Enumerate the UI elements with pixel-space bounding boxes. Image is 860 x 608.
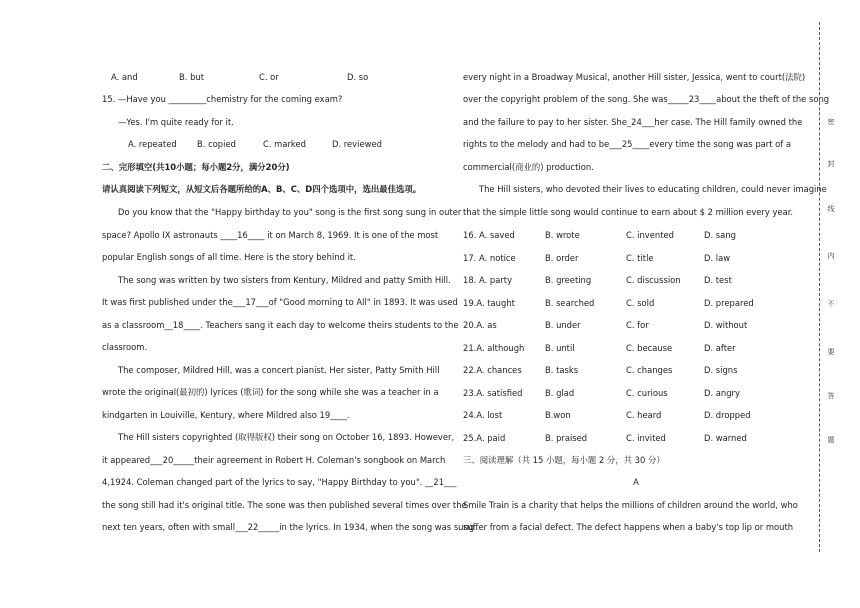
passage-line: next ten years, often with small___22_____in the lyrics. In 1934, when the song was sung <box>102 522 475 532</box>
option-25-d: D. warned <box>704 432 747 443</box>
binding-line <box>819 22 821 552</box>
option-20-b: B. under <box>545 320 581 330</box>
passage-line: Smile Train is a charity that helps the millions of children around the world, who <box>463 500 798 510</box>
option-17-d: D. law <box>704 252 731 263</box>
question-15-reply: —Yes. I'm quite ready for it. <box>118 117 234 127</box>
binding-char: 题 <box>827 436 835 444</box>
option-22-c: C. changes <box>626 365 673 375</box>
passage-line: classroom. <box>102 342 148 352</box>
passage-line: as a classroom__18____. Teachers sang it each day to welcome theirs students to the <box>102 320 459 330</box>
passage-line: Do you know that the "Happy birthday to you" song is the first song sung in outer <box>118 207 462 217</box>
option-21-a: 21.A. although <box>463 342 525 353</box>
section-3-title: 三、阅读理解（共 15 小题，每小题 2 分，共 30 分） <box>463 455 665 465</box>
question-15: 15. —Have you _________chemistry for the coming exam? <box>102 94 343 104</box>
section-2-title: 二、完形填空(共10小题；每小题2分，满分20分) <box>102 162 290 172</box>
q14-option-d: D. so <box>347 72 369 82</box>
passage-line: every night in a Broadway Musical, another Hill sister, Jessica, went to court(法院) <box>463 72 806 82</box>
q15-option-c: C. marked <box>263 139 306 149</box>
passage-letter: A <box>633 477 639 487</box>
passage-line: 4,1924. Coleman changed part of the lyrics to say, "Happy Birthday to you". __21___ <box>102 477 457 487</box>
q15-option-d: D. reviewed <box>332 139 382 149</box>
binding-char: 密 <box>827 118 835 126</box>
option-19-b: B. searched <box>545 297 595 308</box>
option-24-d: D. dropped <box>704 410 751 420</box>
option-17-a: 17. A. notice <box>463 252 516 263</box>
option-24-c: C. heard <box>626 410 662 420</box>
binding-char: 不 <box>827 300 835 308</box>
binding-char: 封 <box>827 160 835 168</box>
option-21-b: B. until <box>545 342 575 353</box>
option-20-a: 20.A. as <box>463 320 497 330</box>
option-20-d: D. without <box>704 320 748 330</box>
option-16-a: 16. A. saved <box>463 230 515 240</box>
option-23-d: D. angry <box>704 387 740 398</box>
binding-char: 线 <box>827 205 835 213</box>
option-22-b: B. tasks <box>545 365 579 375</box>
option-25-a: 25.A. paid <box>463 432 506 443</box>
passage-line: it appeared___20_____their agreement in Robert H. Coleman's songbook on March <box>102 455 446 465</box>
option-21-d: D. after <box>704 342 736 353</box>
binding-char: 答 <box>827 392 835 400</box>
passage-line: the song still had it's original title. The sone was then published several times over the <box>102 500 467 510</box>
passage-line: wrote the original(最初的) lyrices (歌词) for the song while she was a teacher in a <box>102 387 439 397</box>
option-16-d: D. sang <box>704 230 736 240</box>
option-23-a: 23.A. satisfied <box>463 387 523 398</box>
option-18-a: 18. A. party <box>463 275 513 285</box>
option-19-a: 19.A. taught <box>463 297 515 308</box>
q14-option-b: B. but <box>179 72 204 82</box>
binding-char: 要 <box>827 348 835 356</box>
option-18-d: D. test <box>704 275 732 285</box>
option-18-c: C. discussion <box>626 275 681 285</box>
option-21-c: C. because <box>626 342 673 353</box>
binding-char: 内 <box>827 252 835 260</box>
q14-option-c: C. or <box>259 72 279 82</box>
section-2-instruction: 请认真阅读下列短文，从短文后各题所给的A、B、C、D四个选项中，选出最佳选项。 <box>102 184 422 194</box>
passage-line: It was first published under the___17___of "Good morning to All" in 1893. It was used <box>102 297 458 307</box>
passage-line: over the copyright problem of the song. She was_____23____about the theft of the song <box>463 94 830 104</box>
passage-line: The Hill sisters copyrighted (取得版权) their song on October 16, 1893. However, <box>118 432 455 442</box>
option-19-d: D. prepared <box>704 297 754 308</box>
option-18-b: B. greeting <box>545 275 592 285</box>
passage-line: suffer from a facial defect. The defect happens when a baby's top lip or mouth <box>463 522 794 532</box>
option-22-d: D. signs <box>704 365 738 375</box>
passage-line: The song was written by two sisters from Kentury, Mildred and patty Smith Hill. <box>118 275 451 285</box>
option-17-b: B. order <box>545 252 579 263</box>
passage-line: commercial(商业的) production. <box>463 162 594 172</box>
q15-option-b: B. copied <box>197 139 236 149</box>
option-19-c: C. sold <box>626 297 655 308</box>
passage-line: The Hill sisters, who devoted their lives to educating children, could never imagine <box>479 184 827 194</box>
option-23-b: B. glad <box>545 387 575 398</box>
option-25-c: C. invited <box>626 432 666 443</box>
option-24-b: B.won <box>545 410 571 420</box>
option-17-c: C. title <box>626 252 654 263</box>
passage-line: popular English songs of all time. Here is the story behind it. <box>102 252 356 262</box>
option-24-a: 24.A. lost <box>463 410 503 420</box>
passage-line: that the simple little song would continue to earn about $ 2 million every year. <box>463 207 794 217</box>
q15-option-a: A. repeated <box>128 139 177 149</box>
passage-line: rights to the melody and had to be___25____every time the song was part of a <box>463 139 792 149</box>
passage-line: kindgarten in Louiville, Kentury, where Mildred also 19____. <box>102 410 350 420</box>
passage-line: space? Apollo IX astronauts ____16____ it on March 8, 1969. It is one of the most <box>102 230 439 240</box>
passage-line: The composer, Mildred Hill, was a concert pianist. Her sister, Patty Smith Hill <box>118 365 440 375</box>
option-25-b: B. praised <box>545 432 588 443</box>
option-22-a: 22.A. chances <box>463 365 522 375</box>
option-16-b: B. wrote <box>545 230 580 240</box>
q14-option-a: A. and <box>111 72 138 82</box>
option-16-c: C. invented <box>626 230 674 240</box>
option-20-c: C. for <box>626 320 649 330</box>
passage-line: and the failure to pay to her sister. She_24___her case. The Hill family owned the <box>463 117 803 127</box>
option-23-c: C. curious <box>626 387 668 398</box>
